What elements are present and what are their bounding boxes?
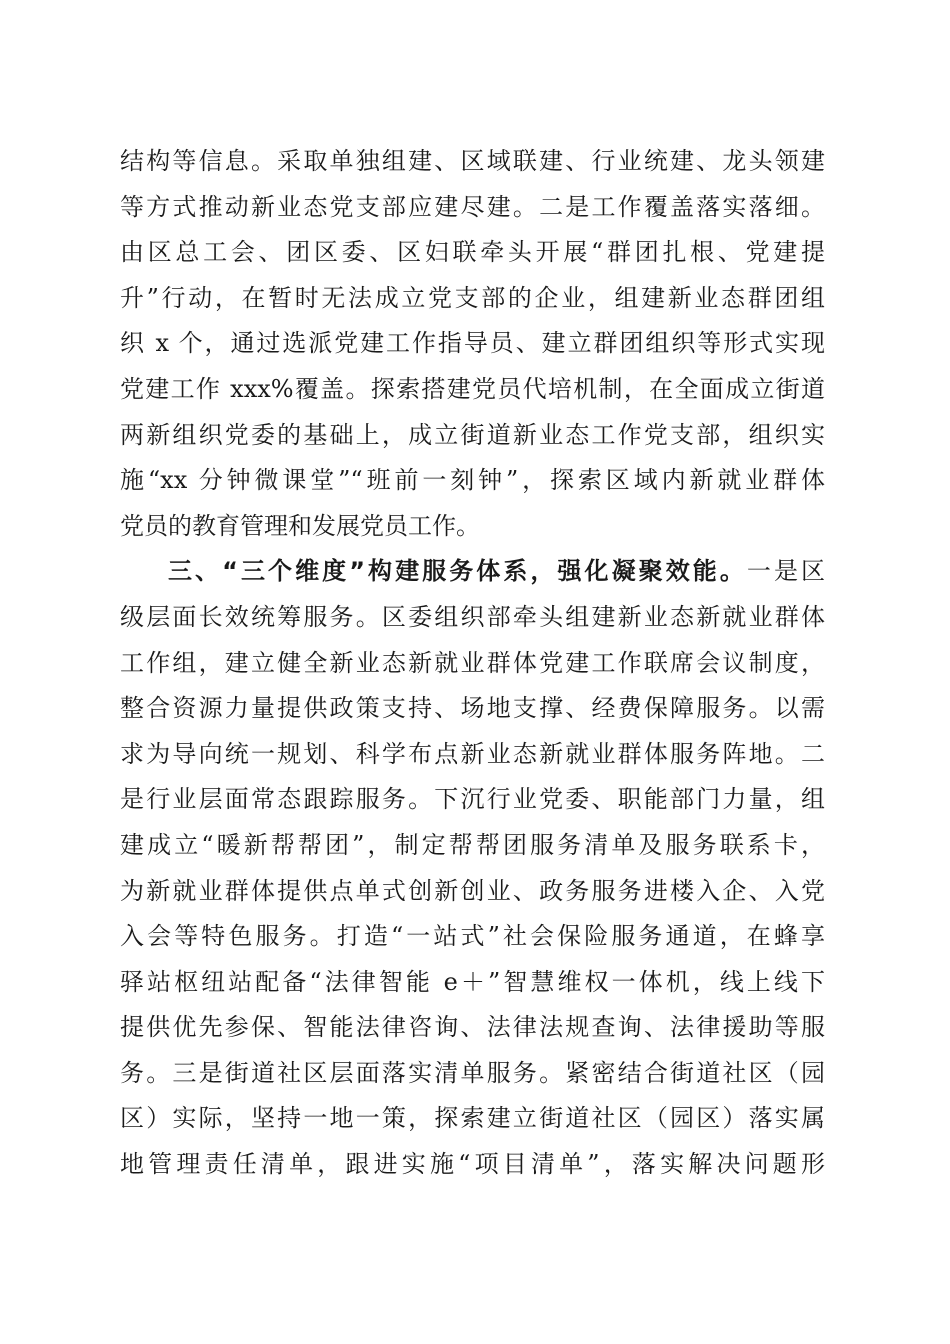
text-line: 为新就业群体提供点单式创新创业、政务服务进楼入企、入党 bbox=[120, 876, 825, 905]
heading-line-rest: 一是区 bbox=[746, 557, 825, 586]
text-line: 等方式推动新业态党支部应建尽建。二是工作覆盖落实落细。 bbox=[120, 192, 825, 221]
text-line: 施“xx 分钟微课堂”“班前一刻钟”，探索区域内新就业群体 bbox=[120, 466, 825, 495]
text-line: 驿站枢纽站配备“法律智能 e＋”智慧维权一体机，线上线下 bbox=[120, 967, 825, 996]
paragraph-2 bbox=[120, 549, 825, 1187]
text-line: 升”行动，在暂时无法成立党支部的企业，组建新业态群团组 bbox=[120, 283, 825, 312]
text-line bbox=[120, 549, 825, 595]
section-heading: 三、“三个维度”构建服务体系，强化凝聚效能。 bbox=[168, 557, 747, 586]
text-line: 提供优先参保、智能法律咨询、法律法规查询、法律援助等服 bbox=[120, 1013, 825, 1042]
document-body bbox=[120, 139, 825, 1188]
text-line: 务。三是街道社区层面落实清单服务。紧密结合街道社区（园 bbox=[120, 1058, 825, 1087]
text-line: 织 x 个，通过选派党建工作指导员、建立群团组织等形式实现 bbox=[120, 329, 825, 358]
text-line: 建成立“暖新帮帮团”，制定帮帮团服务清单及服务联系卡， bbox=[120, 830, 825, 859]
text-line: 求为导向统一规划、科学布点新业态新就业群体服务阵地。二 bbox=[120, 739, 825, 768]
text-line: 党员的教育管理和发展党员工作。 bbox=[120, 511, 480, 540]
text-line: 工作组，建立健全新业态新就业群体党建工作联席会议制度， bbox=[120, 648, 825, 677]
text-line: 区）实际，坚持一地一策，探索建立街道社区（园区）落实属 bbox=[120, 1104, 825, 1133]
text-line: 是行业层面常态跟踪服务。下沉行业党委、职能部门力量，组 bbox=[120, 785, 825, 814]
text-line: 整合资源力量提供政策支持、场地支撑、经费保障服务。以需 bbox=[120, 694, 825, 723]
text-line: 入会等特色服务。打造“一站式”社会保险服务通道，在蜂享 bbox=[120, 922, 825, 951]
text-line: 结构等信息。采取单独组建、区域联建、行业统建、龙头领建 bbox=[120, 147, 825, 175]
text-line: 级层面长效统筹服务。区委组织部牵头组建新业态新就业群体 bbox=[120, 602, 825, 631]
text-line: 党建工作 xxx%覆盖。探索搭建党员代培机制，在全面成立街道 bbox=[120, 374, 825, 403]
text-line: 地管理责任清单，跟进实施“项目清单”，落实解决问题形 bbox=[120, 1150, 825, 1179]
text-line: 两新组织党委的基础上，成立街道新业态工作党支部，组织实 bbox=[120, 420, 825, 449]
text-line: 由区总工会、团区委、区妇联牵头开展“群团扎根、党建提 bbox=[120, 238, 825, 267]
paragraph-1 bbox=[120, 139, 825, 549]
